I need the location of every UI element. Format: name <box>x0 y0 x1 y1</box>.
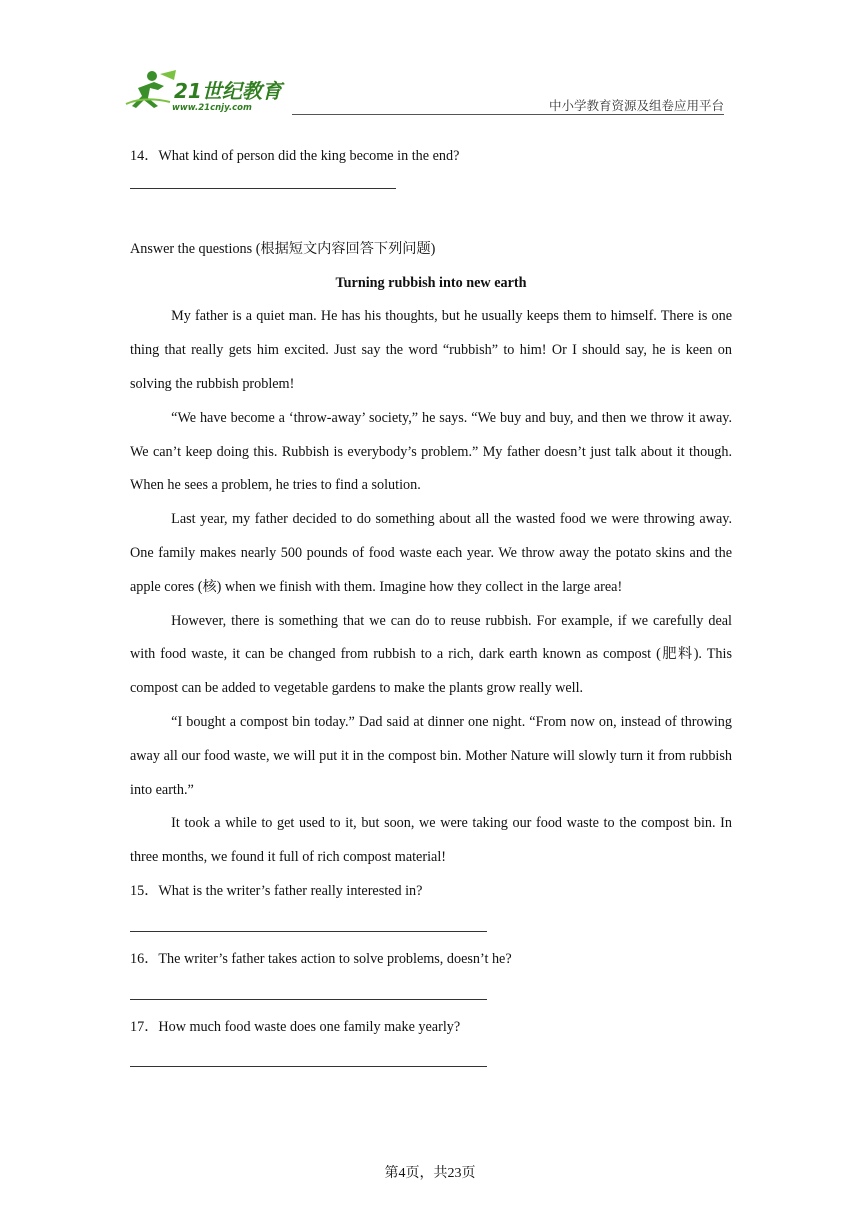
passage-paragraph: “We have become a ‘throw-away’ society,” he says. “We buy and buy, and then we throw it away. We can’t keep doing this. Rubbish is everybody’s problem.” My father doesn’t just talk about it though. When he sees a problem, he tries to find a solution. <box>130 409 732 494</box>
passage-paragraph: Last year, my father decided to do something about all the wasted food we were throwing away. One family makes nearly 500 pounds of food waste each year. We throw away the potato skins and the apple cores (核) when we finish with them. Imagine how they collect in the large area! <box>130 511 732 595</box>
platform-name: 中小学教育资源及组卷应用平台 <box>548 98 724 113</box>
page-number: 第4页，共23页 <box>384 1166 476 1181</box>
question-14: 14．What kind of person did the king become in the end? <box>130 148 460 164</box>
svg-text:www.21cnjy.com: www.21cnjy.com <box>172 103 252 113</box>
passage-paragraph: My father is a quiet man. He has his thoughts, but he usually keeps them to himself. There is one thing that really gets him excited. Just say the word “rubbish” to him! Or I should say, he is keen on solving the rubbish problem! <box>130 308 732 392</box>
header-divider <box>292 114 724 115</box>
answer-line-17[interactable] <box>130 1066 487 1067</box>
passage-paragraph: “I bought a compost bin today.” Dad said at dinner one night. “From now on, instead of throwing away all our food waste, we will put it in the compost bin. Mother Nature will slowly turn it from rubbish into earth.” <box>130 713 732 798</box>
document-body <box>130 140 732 1067</box>
svg-text:21世纪教育: 21世纪教育 <box>174 79 282 103</box>
passage-title: Turning rubbish into new earth <box>335 274 527 291</box>
question-17: 17．How much food waste does one family make yearly? <box>130 1018 461 1035</box>
passage-paragraph: It took a while to get used to it, but soon, we were taking our food waste to the compost bin. In three months, we found it full of rich compost material! <box>130 815 732 866</box>
section-instruction: Answer the questions (根据短文内容回答下列问题) <box>130 240 436 257</box>
page-header <box>124 68 724 114</box>
question-16: 16．The writer’s father takes action to solve problems, doesn’t he? <box>130 950 512 967</box>
21cnjy-logo <box>124 68 294 114</box>
question-15: 15．What is the writer’s father really interested in? <box>130 882 423 899</box>
passage-paragraph: However, there is something that we can do to reuse rubbish. For example, if we carefully deal with food waste, it can be changed from rubbish to a rich, dark earth known as compost (肥料). This compost can be added to vegetable gardens to make the plants grow really well. <box>130 612 732 697</box>
